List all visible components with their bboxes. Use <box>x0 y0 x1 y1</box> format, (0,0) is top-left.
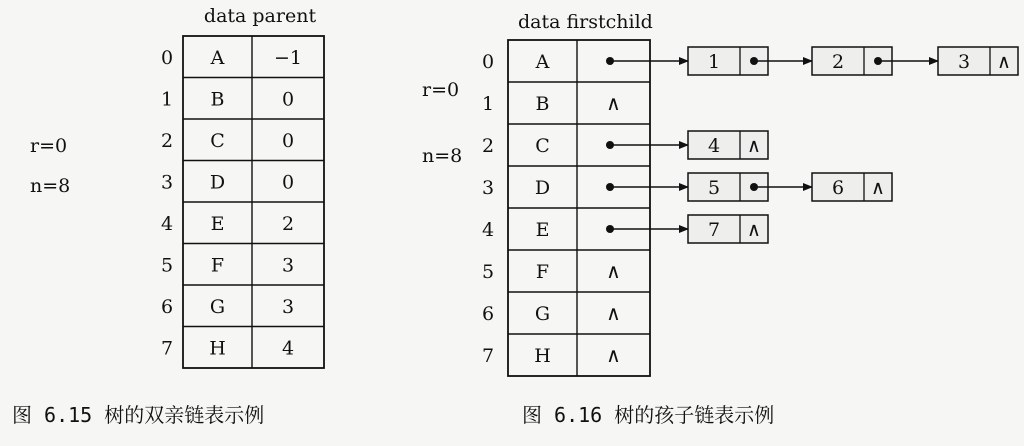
row-index: 7 <box>160 337 174 360</box>
row-index: 0 <box>160 46 174 69</box>
child-list-table <box>482 40 650 376</box>
null-pointer: ∧ <box>606 343 621 367</box>
fig16-caption: 图 6.16 树的孩子链表示例 <box>522 403 775 427</box>
null-pointer: ∧ <box>747 135 761 157</box>
null-pointer: ∧ <box>997 51 1011 73</box>
data-cell: D <box>534 177 551 199</box>
data-cell: C <box>210 129 225 152</box>
fig16-r-label: r=0 <box>422 79 460 101</box>
parent-cell: 3 <box>281 254 295 277</box>
data-cell: F <box>535 261 550 283</box>
data-cell: E <box>210 212 225 235</box>
parent-cell: 0 <box>281 171 295 194</box>
fig16-header: data firstchild <box>518 11 653 33</box>
null-pointer: ∧ <box>606 301 621 325</box>
child-linked-lists <box>610 47 1018 243</box>
child-index: 7 <box>707 219 721 241</box>
fig16-n-label: n=8 <box>422 145 463 167</box>
data-cell: A <box>210 46 225 69</box>
row-index: 6 <box>160 295 174 318</box>
child-index: 6 <box>831 177 845 199</box>
row-index: 1 <box>160 88 174 111</box>
data-cell: H <box>534 345 551 367</box>
null-pointer: ∧ <box>606 259 621 283</box>
data-cell: C <box>535 135 550 157</box>
parent-cell: 4 <box>281 337 295 360</box>
row-index: 1 <box>481 93 495 115</box>
null-pointer: ∧ <box>747 219 761 241</box>
data-cell: B <box>210 88 225 111</box>
row-index: 6 <box>481 303 495 325</box>
data-cell: F <box>210 254 225 277</box>
child-node <box>938 47 1018 75</box>
parent-array-table <box>161 36 324 368</box>
null-pointer: ∧ <box>871 177 885 199</box>
row-index: 3 <box>160 171 174 194</box>
child-node <box>812 173 892 201</box>
row-index: 5 <box>160 254 174 277</box>
child-index: 2 <box>831 51 845 73</box>
row-index: 2 <box>160 129 174 152</box>
row-index: 4 <box>481 219 495 241</box>
data-cell: G <box>534 303 551 325</box>
data-cell: E <box>535 219 550 241</box>
parent-cell: 0 <box>281 129 295 152</box>
data-cell: B <box>535 93 550 115</box>
null-pointer: ∧ <box>606 91 621 115</box>
row-index: 5 <box>481 261 495 283</box>
fig15-r-label: r=0 <box>30 135 68 157</box>
child-node <box>688 131 768 159</box>
child-index: 1 <box>707 51 721 73</box>
data-cell: A <box>535 51 550 73</box>
parent-cell: 3 <box>281 295 295 318</box>
fig15-n-label: n=8 <box>30 175 71 197</box>
data-cell: G <box>209 295 226 318</box>
row-index: 3 <box>481 177 495 199</box>
row-index: 7 <box>481 345 495 367</box>
row-index: 0 <box>481 51 495 73</box>
fig15-caption: 图 6.15 树的双亲链表示例 <box>12 403 265 427</box>
child-index: 4 <box>707 135 721 157</box>
child-node <box>688 215 768 243</box>
parent-cell: −1 <box>273 46 303 69</box>
data-cell: D <box>209 171 226 194</box>
row-index: 4 <box>160 212 174 235</box>
parent-cell: 0 <box>281 88 295 111</box>
child-index: 3 <box>957 51 971 73</box>
child-index: 5 <box>707 177 721 199</box>
data-cell: H <box>209 337 226 360</box>
row-index: 2 <box>481 135 495 157</box>
fig15-header: data parent <box>203 5 317 27</box>
parent-cell: 2 <box>281 212 295 235</box>
